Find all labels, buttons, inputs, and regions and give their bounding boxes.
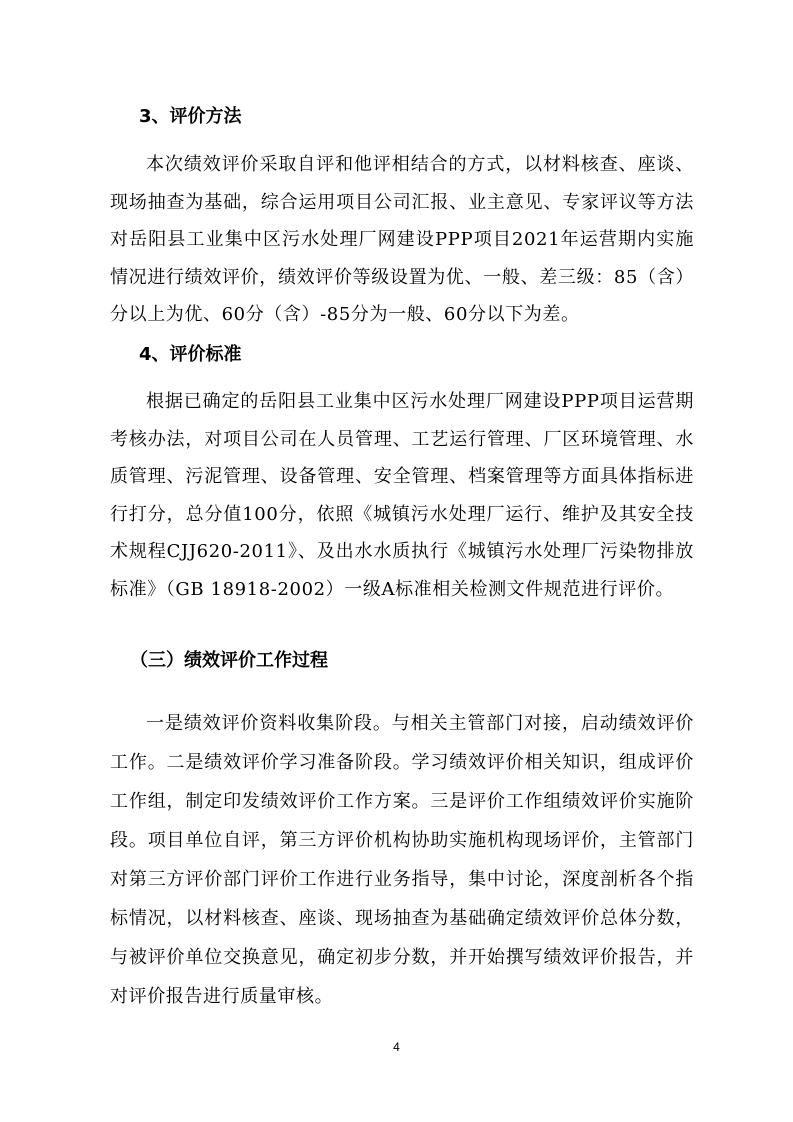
section-heading-evaluation-method: 3、评价方法 xyxy=(139,106,242,127)
paragraph-evaluation-standard: 根据已确定的岳阳县工业集中区污水处理厂网建设PPP项目运营期考核办法，对项目公司在人员管理、工艺运行管理、厂区环境管理、水质管理、污泥管理、设备管理、安全管理、档案管理等方面具体指标进行打分，总分值100分，依照《城镇污水处理厂运行、维护及其安全技术规程CJJ620-2011》、及出水水质执行《城镇污水处理厂污染物排放标准》（GB 18918-2002）一级A标准相关检测文件规范进行评价。 xyxy=(110,391,694,600)
page-number: 4 xyxy=(393,1040,400,1054)
paragraph-evaluation-process: 一是绩效评价资料收集阶段。与相关主管部门对接，启动绩效评价工作。二是绩效评价学习准备阶段。学习绩效评价相关知识，组成评价工作组，制定印发绩效评价工作方案。三是评价工作组绩效评价实施阶段。项目单位自评，第三方评价机构协助实施机构现场评价，主管部门对第三方评价部门评价工作进行业务指导，集中讨论，深度剖析各个指标情况，以材料核查、座谈、现场抽查为基础确定绩效评价总体分数，与被评价单位交换意见，确定初步分数，并开始撰写绩效评价报告，并对评价报告进行质量审核。 xyxy=(110,713,694,1007)
section-heading-evaluation-process: （三）绩效评价工作过程 xyxy=(130,650,328,671)
paragraph-evaluation-method: 本次绩效评价采取自评和他评相结合的方式，以材料核查、座谈、现场抽查为基础，综合运用项目公司汇报、业主意见、专家评议等方法对岳阳县工业集中区污水处理厂网建设PPP项目2021年运营期内实施情况进行绩效评价，绩效评价等级设置为优、一般、差三级：85（含）分以上为优、60分（含）-85分为一般、60分以下为差。 xyxy=(110,154,694,325)
section-heading-evaluation-standard: 4、评价标准 xyxy=(139,344,242,365)
